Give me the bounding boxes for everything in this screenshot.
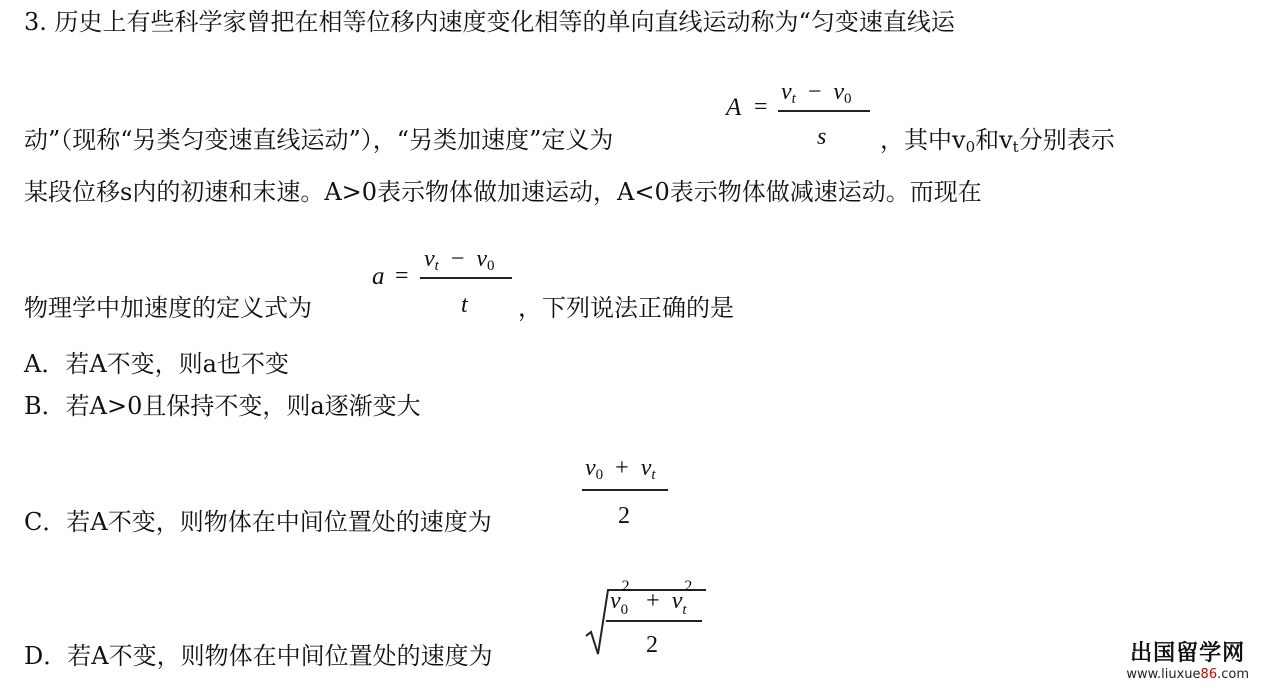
question-stem-line2-post: ，其中$v_0$和$v_t$分别表示 <box>880 126 1115 156</box>
formula-numerator: $v_t - v_0$ <box>424 246 495 274</box>
question-stem-line3: 某段位移s内的初速和末速。A>0表示物体做加速运动，A<0表示物体做减速运动。而现在 <box>24 178 982 206</box>
option-B[interactable]: B．若A>0且保持不变，则a逐渐变大 <box>24 392 421 420</box>
option-A[interactable]: A．若A不变，则a也不变 <box>24 350 289 378</box>
option-D[interactable]: D．若A不变，则物体在中间位置处的速度为 <box>24 642 493 670</box>
question-stem-line4-post: ，下列说法正确的是 <box>518 294 734 322</box>
question-stem-line1 <box>24 8 955 36</box>
formula-denominator: 2 <box>646 632 658 658</box>
fraction-bar <box>778 110 870 112</box>
watermark-title: 出国留学网 <box>1130 641 1246 666</box>
formula-lhs-a: a <box>372 263 385 290</box>
watermark-url: www.liuxue86.com <box>1126 667 1249 682</box>
fraction-bar <box>420 277 512 279</box>
formula-lhs-A: A <box>726 94 742 121</box>
fraction-bar <box>582 489 668 491</box>
question-text-line2-pre: 动”（现称“另类匀变速直线运动”），“另类加速度”定义为 <box>24 126 614 154</box>
fraction-bar <box>606 620 702 622</box>
formula-denominator: t <box>461 292 468 318</box>
formula-numerator: v 2 $_0$ + v 2 $_t$ <box>610 578 693 618</box>
formula-denominator: s <box>817 124 827 150</box>
formula-numerator: $v_t - v_0$ <box>781 79 852 107</box>
question-stem-line2 <box>24 126 613 154</box>
formula-equals: = <box>395 263 409 289</box>
formula-denominator: 2 <box>618 503 630 529</box>
question-text-line1: 历史上有些科学家曾把在相等位移内速度变化相等的单向直线运动称为“匀变速直线运 <box>54 8 955 36</box>
watermark-logo <box>1126 636 1249 682</box>
formula-equals: = <box>754 94 768 120</box>
question-number: 3. <box>24 8 47 36</box>
option-C[interactable]: C．若A不变，则物体在中间位置处的速度为 <box>24 508 492 536</box>
question-stem-line4: 物理学中加速度的定义式为 <box>24 294 312 322</box>
formula-numerator: $v_0 + v_t$ <box>585 455 656 483</box>
